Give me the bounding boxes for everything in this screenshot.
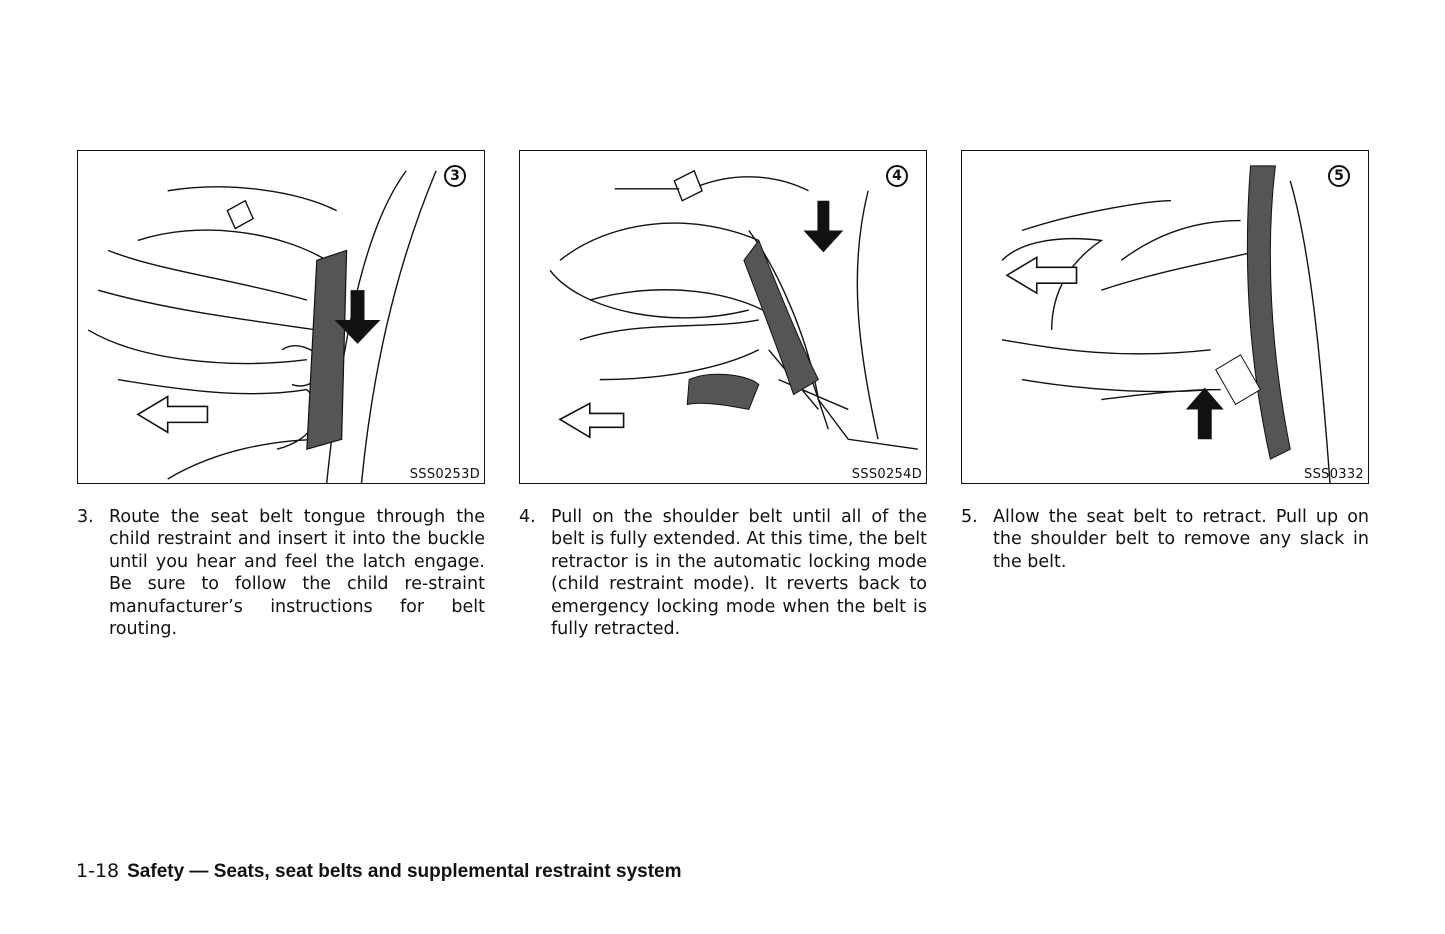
- figure-step-4: [519, 150, 927, 484]
- illustration-child-seat-belt-routing: [78, 151, 484, 483]
- figure-code: SSS0254D: [851, 467, 922, 482]
- step-text: Allow the seat belt to retract. Pull up on the shoulder belt to remove any slack in the belt.: [993, 507, 1369, 572]
- step-5-badge: 5: [1328, 165, 1350, 187]
- step-number: 3.: [77, 507, 94, 527]
- step-number: 4.: [519, 507, 536, 527]
- illustration-belt-retract: [962, 151, 1368, 483]
- step-text: Pull on the shoulder belt until all of the belt is fully extended. At this time, the belt retractor is in the automatic locking mode (child restraint mode). It reverts back to emergency locking mode when the belt is fully retracted.: [551, 507, 927, 640]
- illustration-pull-shoulder-belt: [520, 151, 926, 483]
- step-4: [519, 506, 927, 640]
- step-text: Route the seat belt tongue through the child restraint and insert it into the buckle until you hear and feel the latch engage. Be sure to follow the child re-straint manufacturer’s instructions for belt routing.: [109, 507, 485, 640]
- page-number: 1-18: [76, 860, 120, 882]
- step-3: [77, 506, 485, 640]
- page-footer: [76, 860, 682, 883]
- figure-code: SSS0332: [1304, 467, 1364, 482]
- step-5: [961, 506, 1369, 573]
- step-4-badge: 4: [886, 165, 908, 187]
- figure-code: SSS0253D: [409, 467, 480, 482]
- section-title: Safety — Seats, seat belts and supplemental restraint system: [127, 861, 682, 882]
- step-3-badge: 3: [444, 165, 466, 187]
- figure-step-5: [961, 150, 1369, 484]
- step-number: 5.: [961, 507, 978, 527]
- figure-step-3: [77, 150, 485, 484]
